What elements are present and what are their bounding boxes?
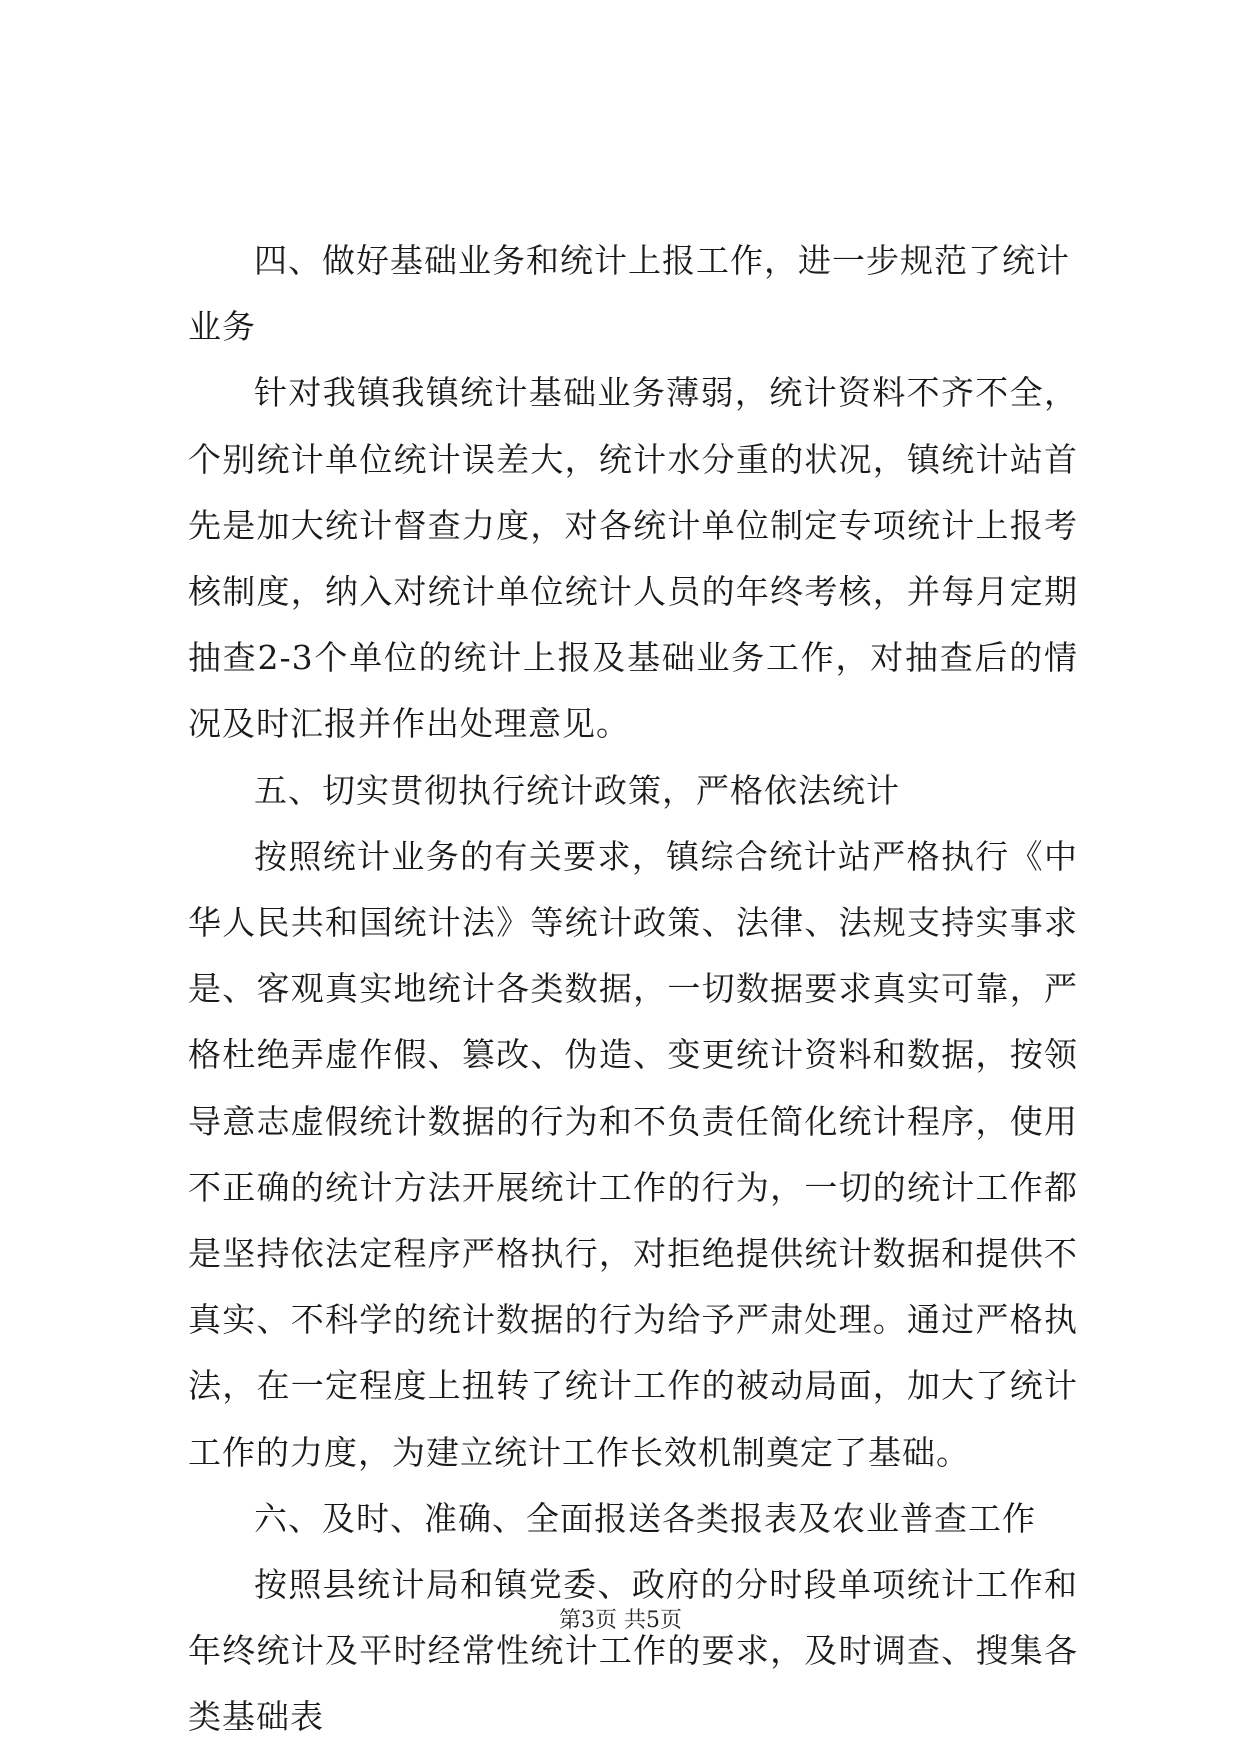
section-body-5: 按照统计业务的有关要求，镇综合统计站严格执行《中华人民共和国统计法》等统计政策、法律、法规支持实事求是、客观真实地统计各类数据，一切数据要求真实可靠，严格杜绝弄虚作假、篡改、伪造、变更统计资料和数据，按领导意志虚假统计数据的行为和不负责任简化统计程序，使用不正确的统计方法开展统计工作的行为，一切的统计工作都是坚持依法定程序严格执行，对拒绝提供统计数据和提供不真实、不科学的统计数据的行为给予严肃处理。通过严格执法，在一定程度上扭转了统计工作的被动局面，加大了统计工作的力度，为建立统计工作长效机制奠定了基础。	[188, 836, 1078, 1472]
section-body-6: 按照县统计局和镇党委、政府的分时段单项统计工作和年终统计及平时经常性统计工作的要求，及时调查、搜集各类基础表	[188, 1565, 1078, 1737]
section-heading-5: 五、切实贯彻执行统计政策，严格依法统计	[254, 770, 900, 810]
page-number-footer: 第3页 共5页	[559, 1608, 682, 1633]
section-body-4: 针对我镇我镇统计基础业务薄弱，统计资料不齐不全，个别统计单位统计误差大，统计水分重的状况，镇统计站首先是加大统计督查力度，对各统计单位制定专项统计上报考核制度，纳入对统计单位统计人员的年终考核，并每月定期抽查2-3个单位的统计上报及基础业务工作，对抽查后的情况及时汇报并作出处理意见。	[188, 373, 1078, 744]
document-body	[188, 228, 1078, 1751]
section-heading-4: 四、做好基础业务和统计上报工作，进一步规范了统计业务	[188, 241, 1070, 347]
section-heading-6: 六、及时、准确、全面报送各类报表及农业普查工作	[254, 1498, 1036, 1538]
